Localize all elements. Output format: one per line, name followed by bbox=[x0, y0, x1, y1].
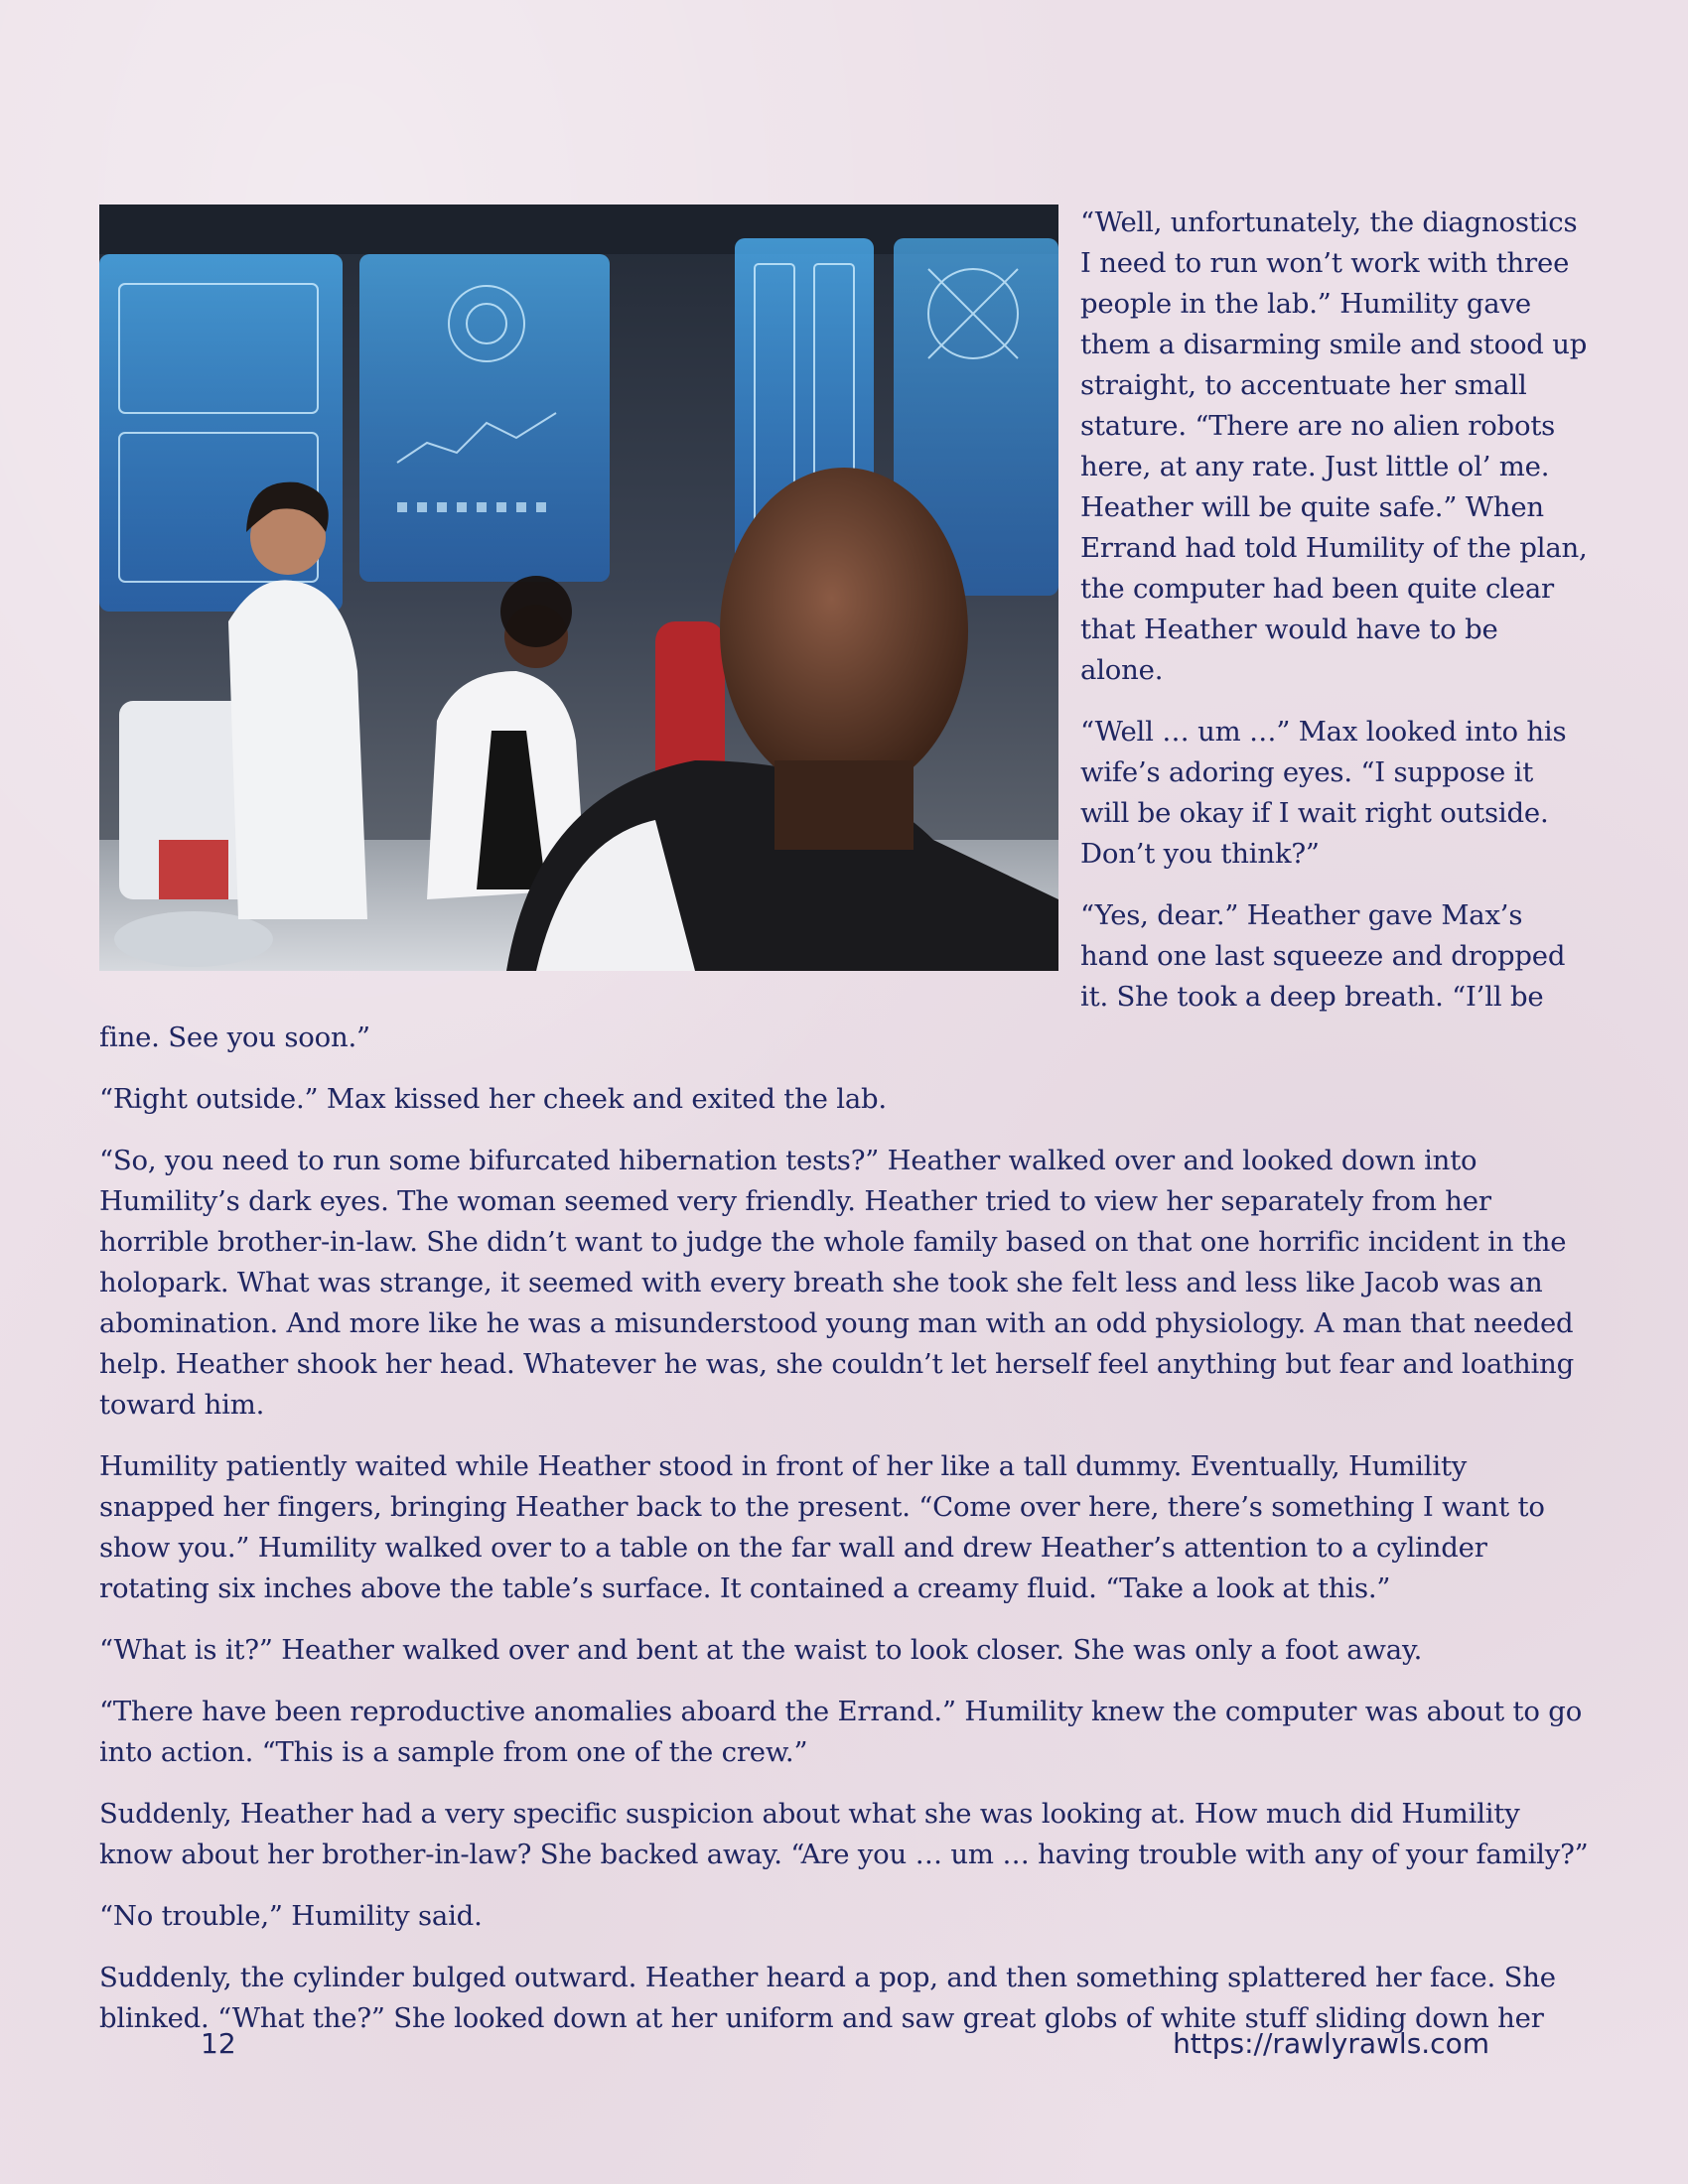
footer-url-link[interactable]: https://rawlyrawls.com bbox=[1173, 2027, 1489, 2060]
paragraph-6: Humility patiently waited while Heather stood in front of her like a tall dummy. Eventually, Humility snapped her fingers, bringing Heather back to the present. “Come over here, there’s something I want to show you.” Humility walked over to a table on the far wall and drew Heather’s attention to a cylinder rotating six inches above the table’s surface. It contained a creamy fluid. “Take a look at this.” bbox=[99, 1450, 1545, 1604]
paragraph-11: Suddenly, the cylinder bulged outward. Heather heard a pop, and then something splattered her face. She blinked. “What the?” She looked down at her uniform and saw great globs of white stuff sliding down her bbox=[99, 1962, 1556, 2034]
page-number: 12 bbox=[201, 2027, 236, 2060]
paragraph-1: “Well, unfortunately, the diagnostics I need to run won’t work with three people in the lab.” Humility gave them a disarming smile and stood up straight, to accentuate her small stature. “There are no alien robots here, at any rate. Just little ol’ me. Heather will be quite safe.” When Errand had told Humility of the plan, the computer had been quite clear that Heather would have to be alone. bbox=[1080, 206, 1588, 686]
paragraph-3: “Yes, dear.” Heather gave Max’s hand one last squeeze and dropped it. She took a deep breath. “I’ll be fine. See you soon.” bbox=[99, 899, 1566, 1053]
lab-illustration-art bbox=[99, 205, 1058, 971]
paragraph-7: “What is it?” Heather walked over and bent at the waist to look closer. She was only a foot away. bbox=[99, 1634, 1423, 1666]
page-body bbox=[99, 203, 1589, 2060]
paragraph-4: “Right outside.” Max kissed her cheek and exited the lab. bbox=[99, 1083, 887, 1115]
paragraph-10: “No trouble,” Humility said. bbox=[99, 1900, 483, 1932]
paragraph-8: “There have been reproductive anomalies aboard the Errand.” Humility knew the computer was about to go into action. “This is a sample from one of the crew.” bbox=[99, 1696, 1583, 1768]
paragraph-5: “So, you need to run some bifurcated hibernation tests?” Heather walked over and looked down into Humility’s dark eyes. The woman seemed very friendly. Heather tried to view her separately from her horrible brother-in-law. She didn’t want to judge the whole family based on that one horrific incident in the holopark. What was strange, it seemed with every breath she took she felt less and less like Jacob was an abomination. And more like he was a misunderstood young man with an odd physiology. A man that needed help. Heather shook her head. Whatever he was, she couldn’t let herself feel anything but fear and loathing toward him. bbox=[99, 1145, 1575, 1421]
paragraph-2: “Well … um …” Max looked into his wife’s adoring eyes. “I suppose it will be okay if I wait right outside. Don’t you think?” bbox=[1080, 716, 1567, 870]
paragraph-9: Suddenly, Heather had a very specific suspicion about what she was looking at. How much did Humility know about her brother-in-law? She backed away. “Are you … um … having trouble with any of your family?” bbox=[99, 1798, 1589, 1870]
sci-fi-lab-scene-image bbox=[99, 205, 1058, 971]
